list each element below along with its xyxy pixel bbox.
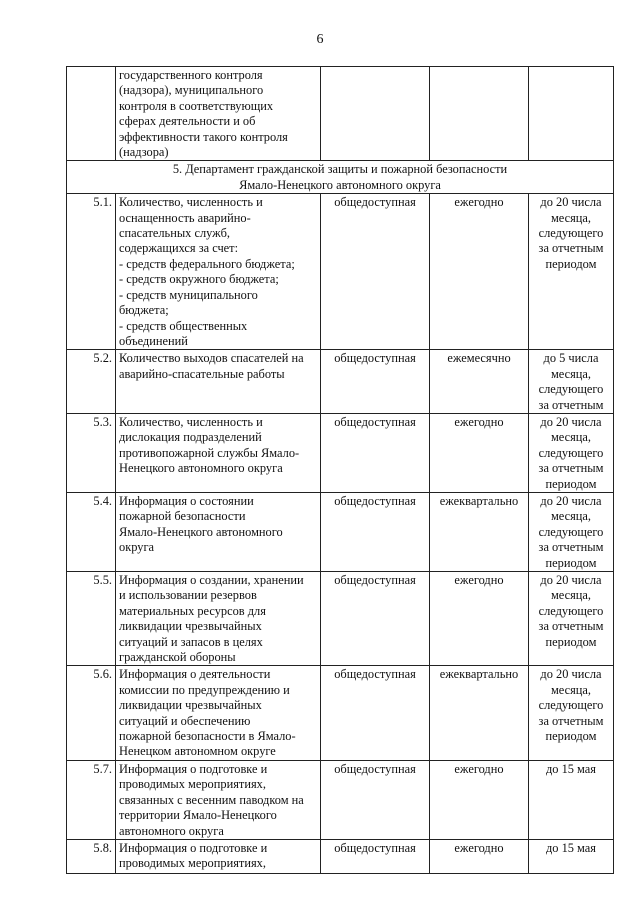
section-title: 5. Департамент гражданской защиты и пожарной безопасности Ямало-Ненецкого автономного округа <box>67 161 614 194</box>
table-row <box>67 350 614 414</box>
row-access: общедоступная <box>321 666 430 760</box>
row-deadline: до 20 числа месяца, следующего за отчетным периодом <box>529 194 614 350</box>
row-frequency: ежегодно <box>430 760 529 839</box>
row-frequency: ежегодно <box>430 839 529 873</box>
row-name: Количество, численность и оснащенность аварийно- спасательных служб, содержащихся за счет: - средств федерального бюджета; - средств окружного бюджета; - средств муниципального бюджета; - средств общественных объединений <box>116 194 321 350</box>
row-name: Информация о создании, хранении и использовании резервов материальных ресурсов для ликвидации чрезвычайных ситуаций и запасов в целях гражданской обороны <box>116 572 321 666</box>
row-deadline: до 5 числа месяца, следующего за отчетным <box>529 350 614 414</box>
row-name: Информация о подготовке и проводимых мероприятиях, связанных с весенним паводком на территории Ямало-Ненецкого автономного округа <box>116 760 321 839</box>
row-number: 5.2. <box>67 350 116 414</box>
row-deadline <box>529 67 614 161</box>
row-access: общедоступная <box>321 194 430 350</box>
row-frequency: ежеквартально <box>430 492 529 571</box>
row-frequency: ежегодно <box>430 194 529 350</box>
table-row <box>67 413 614 492</box>
row-deadline: до 20 числа месяца, следующего за отчетным периодом <box>529 413 614 492</box>
row-deadline: до 20 числа месяца, следующего за отчетным периодом <box>529 492 614 571</box>
row-access: общедоступная <box>321 760 430 839</box>
table-row <box>67 760 614 839</box>
row-frequency: ежемесячно <box>430 350 529 414</box>
row-access <box>321 67 430 161</box>
row-deadline: до 20 числа месяца, следующего за отчетным периодом <box>529 666 614 760</box>
row-access: общедоступная <box>321 350 430 414</box>
page-number: 6 <box>316 32 324 47</box>
row-number: 5.4. <box>67 492 116 571</box>
table-row <box>67 194 614 350</box>
row-frequency: ежегодно <box>430 572 529 666</box>
row-number: 5.1. <box>67 194 116 350</box>
table-row <box>67 839 614 873</box>
row-number: 5.5. <box>67 572 116 666</box>
continuation-row <box>67 67 614 161</box>
row-number: 5.3. <box>67 413 116 492</box>
row-name: Количество выходов спасателей на аварийно-спасательные работы <box>116 350 321 414</box>
row-number: 5.6. <box>67 666 116 760</box>
row-number: 5.8. <box>67 839 116 873</box>
row-deadline: до 15 мая <box>529 839 614 873</box>
table-row <box>67 572 614 666</box>
row-deadline: до 15 мая <box>529 760 614 839</box>
row-name: Информация о состоянии пожарной безопасности Ямало-Ненецкого автономного округа <box>116 492 321 571</box>
row-access: общедоступная <box>321 492 430 571</box>
row-name: Информация о подготовке и проводимых мероприятиях, <box>116 839 321 873</box>
section-header-row <box>67 161 614 194</box>
row-number: 5.7. <box>67 760 116 839</box>
table-row <box>67 492 614 571</box>
row-deadline: до 20 числа месяца, следующего за отчетным периодом <box>529 572 614 666</box>
row-name: Информация о деятельности комиссии по предупреждению и ликвидации чрезвычайных ситуаций и обеспечению пожарной безопасности в Ямало- Ненецком автономном округе <box>116 666 321 760</box>
information-table <box>66 66 614 874</box>
row-access: общедоступная <box>321 839 430 873</box>
row-access: общедоступная <box>321 572 430 666</box>
row-frequency: ежеквартально <box>430 666 529 760</box>
row-access: общедоступная <box>321 413 430 492</box>
row-name: Количество, численность и дислокация подразделений противопожарной службы Ямало- Ненецкого автономного округа <box>116 413 321 492</box>
table-row <box>67 666 614 760</box>
row-number <box>67 67 116 161</box>
row-frequency: ежегодно <box>430 413 529 492</box>
row-frequency <box>430 67 529 161</box>
row-name: государственного контроля (надзора), муниципального контроля в соответствующих сферах деятельности и об эффективности такого контроля (надзора) <box>116 67 321 161</box>
